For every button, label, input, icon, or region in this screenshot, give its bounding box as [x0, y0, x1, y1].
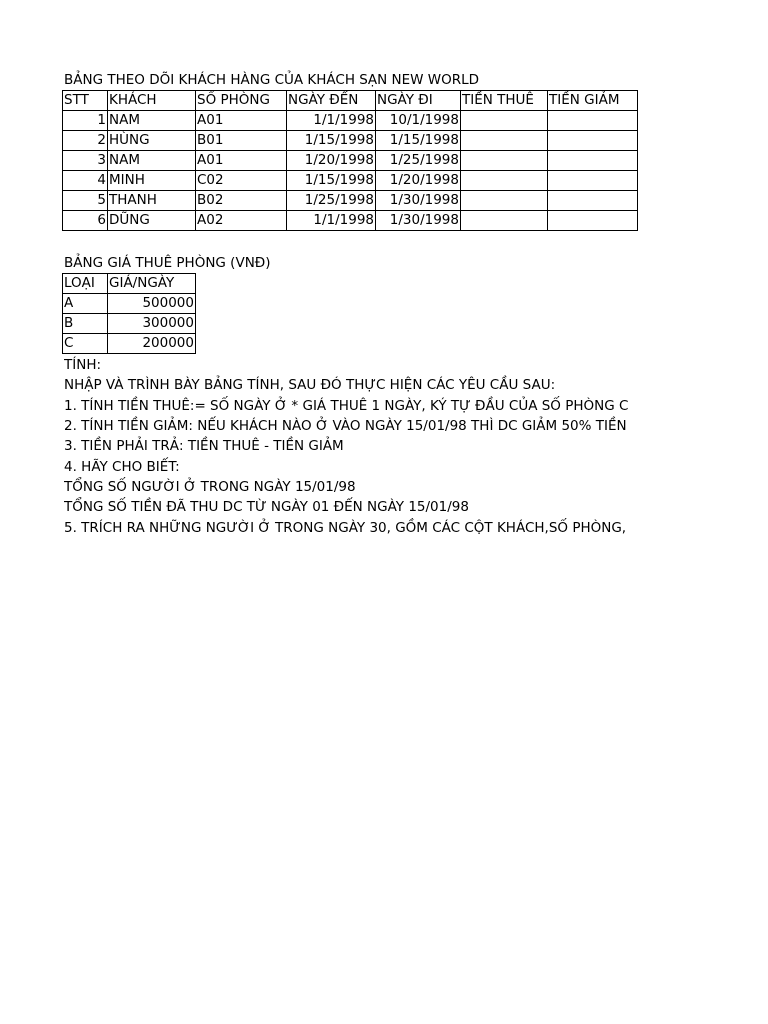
cell-tien-giam[interactable]	[548, 131, 638, 151]
table-row	[63, 211, 638, 231]
instruction-line: 4. HÃY CHO BIẾT:	[64, 459, 180, 475]
cell-khach[interactable]: MINH	[108, 171, 196, 191]
cell-gia-ngay[interactable]: 300000	[108, 314, 196, 334]
cell-khach[interactable]: HÙNG	[108, 131, 196, 151]
guest-table-title: BẢNG THEO DÕI KHÁCH HÀNG CỦA KHÁCH SẠN NEW WORLD	[64, 72, 480, 88]
cell-ngay-den[interactable]: 1/20/1998	[287, 151, 376, 171]
price-table-title: BẢNG GIÁ THUÊ PHÒNG (VNĐ)	[64, 255, 271, 271]
cell-tien-thue[interactable]	[461, 111, 548, 131]
cell-loai[interactable]: B	[63, 314, 108, 334]
cell-tien-giam[interactable]	[548, 191, 638, 211]
guest-table	[62, 90, 638, 231]
cell-stt[interactable]: 1	[63, 111, 108, 131]
cell-ngay-di[interactable]: 1/15/1998	[376, 131, 461, 151]
table-row	[63, 111, 638, 131]
cell-ngay-den[interactable]: 1/15/1998	[287, 171, 376, 191]
price-table-header-row	[63, 274, 196, 294]
instruction-line: TỔNG SỐ TIỀN ĐÃ THU DC TỪ NGÀY 01 ĐẾN NGÀY 15/01/98	[64, 499, 469, 515]
cell-so-phong[interactable]: A02	[196, 211, 287, 231]
instruction-line: NHẬP VÀ TRÌNH BÀY BẢNG TÍNH, SAU ĐÓ THỰC HIỆN CÁC YÊU CẦU SAU:	[64, 377, 556, 393]
cell-loai[interactable]: A	[63, 294, 108, 314]
header-khach[interactable]: KHÁCH	[108, 91, 196, 111]
cell-tien-thue[interactable]	[461, 211, 548, 231]
header-tien-thue[interactable]: TIỀN THUÊ	[461, 91, 548, 111]
cell-tien-thue[interactable]	[461, 131, 548, 151]
cell-khach[interactable]: THANH	[108, 191, 196, 211]
table-row	[63, 294, 196, 314]
cell-so-phong[interactable]: C02	[196, 171, 287, 191]
instruction-line: 5. TRÍCH RA NHỮNG NGƯỜI Ở TRONG NGÀY 30, GỒM CÁC CỘT KHÁCH,SỐ PHÒNG,	[64, 520, 627, 536]
cell-stt[interactable]: 6	[63, 211, 108, 231]
cell-ngay-di[interactable]: 1/30/1998	[376, 191, 461, 211]
cell-ngay-den[interactable]: 1/1/1998	[287, 211, 376, 231]
header-ngay-di[interactable]: NGÀY ĐI	[376, 91, 461, 111]
price-table	[62, 273, 196, 354]
table-row	[63, 171, 638, 191]
instruction-line: 1. TÍNH TIỀN THUÊ:= SỐ NGÀY Ở * GIÁ THUÊ 1 NGÀY, KÝ TỰ ĐẦU CỦA SỐ PHÒNG C	[64, 398, 629, 414]
guest-table-header-row	[63, 91, 638, 111]
instruction-line: TỔNG SỐ NGƯỜI Ở TRONG NGÀY 15/01/98	[64, 479, 356, 495]
cell-tien-giam[interactable]	[548, 211, 638, 231]
instruction-line: TÍNH:	[64, 357, 102, 373]
cell-khach[interactable]: DŨNG	[108, 211, 196, 231]
table-row	[63, 191, 638, 211]
cell-tien-giam[interactable]	[548, 111, 638, 131]
cell-stt[interactable]: 2	[63, 131, 108, 151]
header-stt[interactable]: STT	[63, 91, 108, 111]
table-row	[63, 334, 196, 354]
table-row	[63, 151, 638, 171]
header-loai[interactable]: LOẠI	[63, 274, 108, 294]
cell-stt[interactable]: 3	[63, 151, 108, 171]
header-ngay-den[interactable]: NGÀY ĐẾN	[287, 91, 376, 111]
instruction-line: 3. TIỀN PHẢI TRẢ: TIỀN THUÊ - TIỀN GIẢM	[64, 438, 344, 454]
cell-gia-ngay[interactable]: 200000	[108, 334, 196, 354]
cell-khach[interactable]: NAM	[108, 111, 196, 131]
cell-so-phong[interactable]: A01	[196, 151, 287, 171]
header-so-phong[interactable]: SỐ PHÒNG	[196, 91, 287, 111]
cell-ngay-di[interactable]: 1/30/1998	[376, 211, 461, 231]
cell-ngay-di[interactable]: 1/20/1998	[376, 171, 461, 191]
cell-ngay-den[interactable]: 1/1/1998	[287, 111, 376, 131]
cell-tien-giam[interactable]	[548, 171, 638, 191]
instruction-line: 2. TÍNH TIỀN GIẢM: NẾU KHÁCH NÀO Ở VÀO NGÀY 15/01/98 THÌ DC GIẢM 50% TIỀN	[64, 418, 627, 434]
cell-tien-giam[interactable]	[548, 151, 638, 171]
cell-so-phong[interactable]: B02	[196, 191, 287, 211]
cell-khach[interactable]: NAM	[108, 151, 196, 171]
cell-gia-ngay[interactable]: 500000	[108, 294, 196, 314]
table-row	[63, 131, 638, 151]
cell-stt[interactable]: 5	[63, 191, 108, 211]
cell-tien-thue[interactable]	[461, 191, 548, 211]
cell-ngay-di[interactable]: 1/25/1998	[376, 151, 461, 171]
cell-stt[interactable]: 4	[63, 171, 108, 191]
cell-ngay-den[interactable]: 1/15/1998	[287, 131, 376, 151]
header-gia-ngay[interactable]: GIÁ/NGÀY	[108, 274, 196, 294]
cell-so-phong[interactable]: B01	[196, 131, 287, 151]
cell-tien-thue[interactable]	[461, 151, 548, 171]
table-row	[63, 314, 196, 334]
cell-so-phong[interactable]: A01	[196, 111, 287, 131]
cell-loai[interactable]: C	[63, 334, 108, 354]
cell-ngay-di[interactable]: 10/1/1998	[376, 111, 461, 131]
cell-ngay-den[interactable]: 1/25/1998	[287, 191, 376, 211]
cell-tien-thue[interactable]	[461, 171, 548, 191]
header-tien-giam[interactable]: TIỀN GIẢM	[548, 91, 638, 111]
